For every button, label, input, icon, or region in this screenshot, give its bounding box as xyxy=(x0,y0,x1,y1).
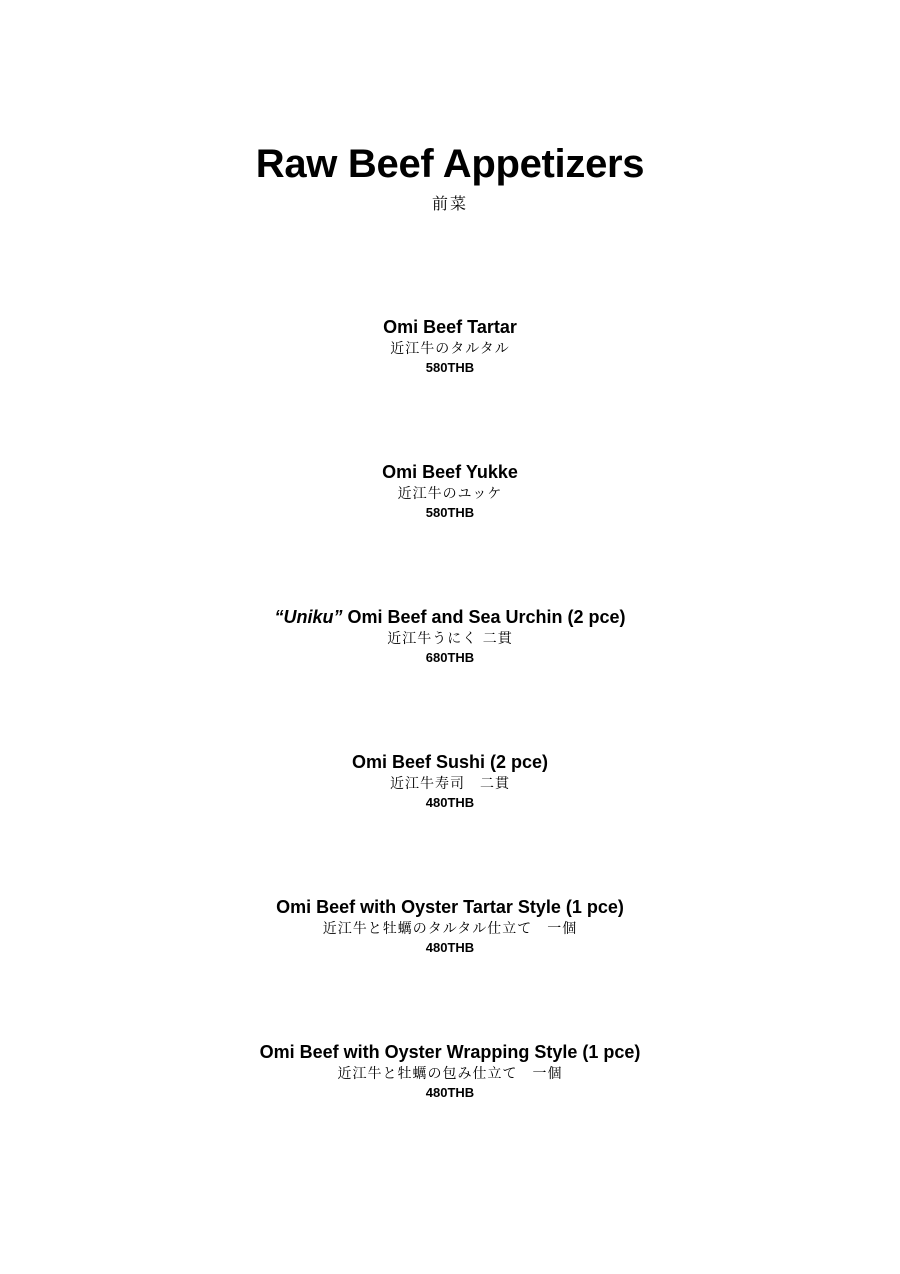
menu-item-name xyxy=(0,895,900,919)
page-title-japanese: 前菜 xyxy=(431,194,468,213)
menu-item-price: 580THB xyxy=(425,505,475,520)
menu-item-japanese-name: 近江牛寿司 二貫 xyxy=(390,776,510,792)
menu-item-price: 480THB xyxy=(425,940,475,955)
menu-item-name xyxy=(0,460,900,484)
menu-item-name xyxy=(0,1040,900,1064)
menu-item-japanese-name: 近江牛と牡蠣のタルタル仕立て 一個 xyxy=(322,921,578,937)
menu-item-japanese-name: 近江牛と牡蠣の包み仕立て 一個 xyxy=(337,1066,563,1082)
menu-item xyxy=(0,315,900,377)
menu-item-price: 480THB xyxy=(425,1085,475,1100)
menu-item-price: 580THB xyxy=(425,360,475,375)
menu-item-name-text: Omi Beef Yukke xyxy=(382,462,518,482)
menu-item-price: 480THB xyxy=(425,795,475,810)
menu-item-japanese-name: 近江牛のユッケ xyxy=(397,486,503,502)
menu-item-name xyxy=(0,315,900,339)
menu-item xyxy=(0,750,900,812)
menu-item xyxy=(0,605,900,667)
menu-item-name xyxy=(0,605,900,629)
page-title: Raw Beef Appetizers xyxy=(255,142,645,186)
menu-item-japanese-name: 近江牛のタルタル xyxy=(390,341,510,357)
menu-item xyxy=(0,895,900,957)
menu-item-name-prefix: “Uniku” xyxy=(274,607,343,627)
menu-item-name xyxy=(0,750,900,774)
menu-item xyxy=(0,460,900,522)
menu-item-name-text: Omi Beef and Sea Urchin (2 pce) xyxy=(342,607,626,627)
menu-item-name-text: Omi Beef Sushi (2 pce) xyxy=(351,752,549,772)
menu-item-name-text: Omi Beef with Oyster Tartar Style (1 pce) xyxy=(276,897,624,917)
menu-item-price: 680THB xyxy=(425,650,475,665)
menu-item xyxy=(0,1040,900,1102)
menu-item-name-text: Omi Beef with Oyster Wrapping Style (1 pce) xyxy=(259,1042,641,1062)
menu-item-japanese-name: 近江牛うにく 二貫 xyxy=(387,631,513,647)
menu-item-name-text: Omi Beef Tartar xyxy=(383,317,517,337)
